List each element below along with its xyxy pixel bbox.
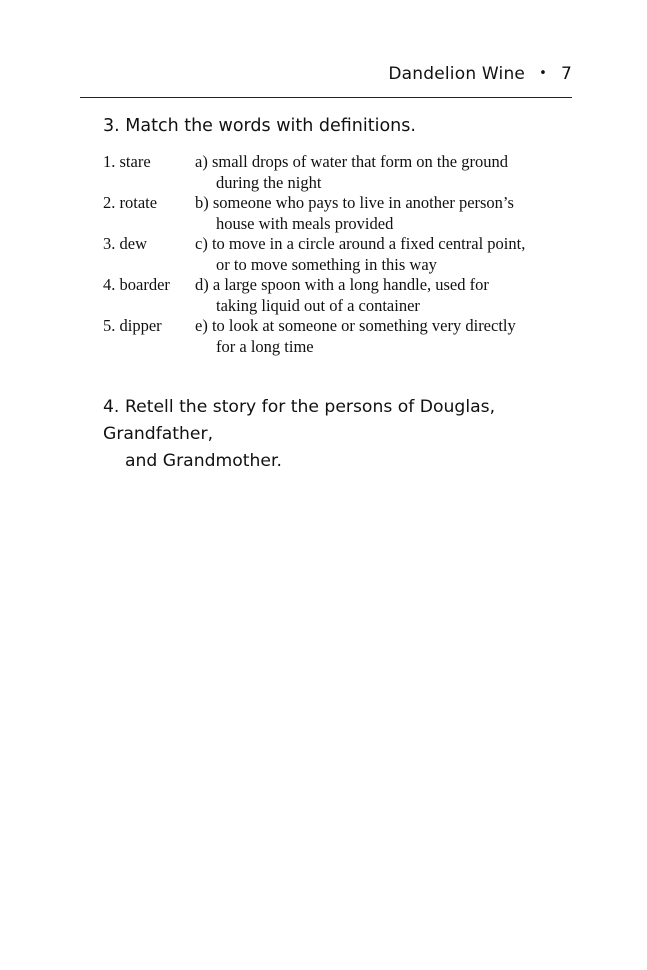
definition-line: for a long time [216, 336, 314, 356]
vocab-definition [195, 152, 573, 193]
definition-line: a) small drops of water that form on the ground [195, 152, 508, 171]
definition-line: c) to move in a circle around a fixed central point, [195, 234, 526, 253]
definition-line: b) someone who pays to live in another person’s [195, 193, 514, 212]
vocab-definition [195, 193, 573, 234]
vocab-definition [195, 316, 573, 357]
vocab-word: 5. dipper [103, 316, 162, 335]
vocab-definition [195, 234, 573, 275]
running-header [80, 64, 572, 88]
exercise-4-heading [103, 394, 577, 475]
vocab-word: 1. stare [103, 152, 151, 171]
definition-line: e) to look at someone or something very directly [195, 316, 516, 335]
vocab-word: 4. boarder [103, 275, 170, 294]
definition-line: d) a large spoon with a long handle, used for [195, 275, 489, 294]
header-rule [80, 97, 572, 98]
definition-line: or to move something in this way [216, 254, 437, 274]
page-number: 7 [560, 64, 572, 84]
vocab-definition [195, 275, 573, 316]
vocabulary-match-list [103, 152, 573, 357]
exercise-3-heading: 3. Match the words with definitions. [103, 116, 416, 136]
vocab-item [103, 193, 573, 234]
definition-line: during the night [216, 172, 322, 192]
vocab-item [103, 234, 573, 275]
definition-line: house with meals provided [216, 213, 394, 233]
exercise-4-number: 4. [103, 397, 120, 417]
exercise-4-line: Retell the story for the persons of Douglas, Grandfather, [103, 397, 496, 444]
vocab-word: 2. rotate [103, 193, 158, 212]
vocab-word: 3. dew [103, 234, 147, 253]
vocab-item [103, 316, 573, 357]
exercise-4-line: and Grandmother. [125, 451, 282, 471]
definition-line: taking liquid out of a container [216, 295, 420, 315]
vocab-item [103, 275, 573, 316]
header-separator: • [539, 66, 547, 81]
book-title: Dandelion Wine [388, 64, 526, 84]
vocab-item [103, 152, 573, 193]
